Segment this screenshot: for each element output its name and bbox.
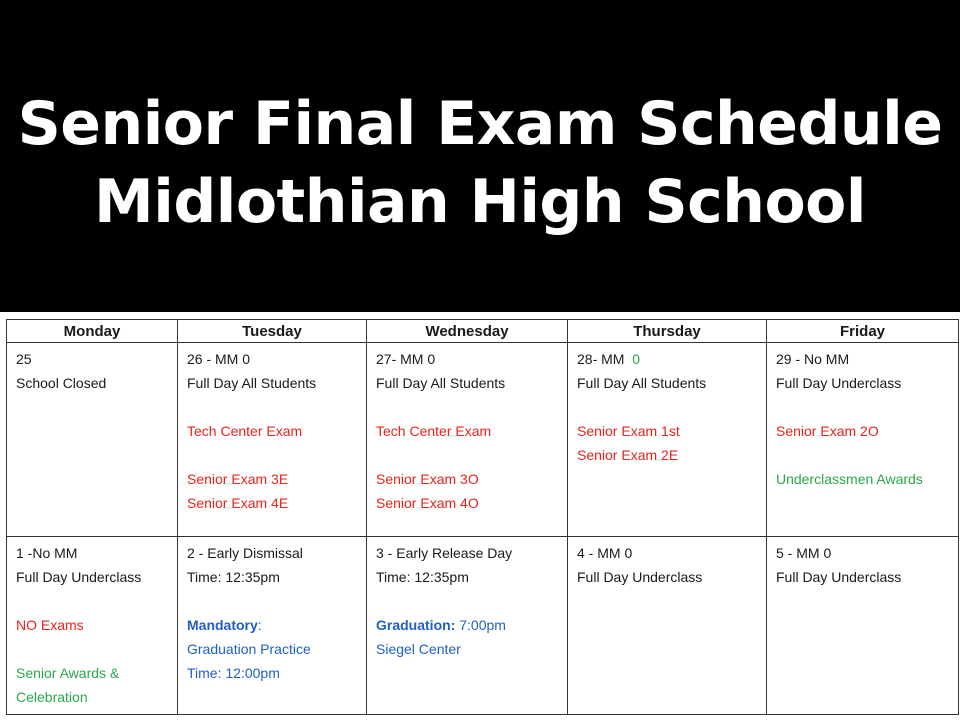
day-status: Full Day Underclass [776, 375, 902, 391]
awards-entry-cont: Celebration [16, 689, 88, 705]
weekday-header-row [7, 320, 959, 343]
week-row-1 [7, 343, 959, 537]
header-tuesday: Tuesday [178, 320, 367, 343]
practice-time: Time: 12:00pm [187, 665, 280, 681]
mandatory-colon: : [257, 617, 262, 633]
mandatory-word: Mandatory [187, 617, 258, 633]
date-prefix: 28- MM [577, 351, 625, 367]
day-cell-25 [7, 343, 178, 537]
no-exams-notice: NO Exams [16, 617, 84, 633]
header-thursday: Thursday [568, 320, 767, 343]
day-status: Full Day Underclass [776, 569, 902, 585]
dismissal-time: Time: 12:35pm [187, 569, 280, 585]
day-cell-3 [367, 537, 568, 715]
day-cell-27 [367, 343, 568, 537]
awards-entry: Underclassmen Awards [776, 471, 923, 487]
mandatory-label [187, 613, 358, 637]
exam-entry: Tech Center Exam [376, 423, 492, 439]
exam-entry: Senior Exam 3E [187, 471, 289, 487]
header-monday: Monday [7, 320, 178, 343]
graduation-time: 7:00pm [455, 617, 506, 633]
exam-entry: Senior Exam 4O [376, 495, 479, 511]
day-date: 26 - MM 0 [187, 351, 251, 367]
day-date: 5 - MM 0 [776, 545, 832, 561]
day-cell-1 [7, 537, 178, 715]
header-friday: Friday [767, 320, 959, 343]
day-date: 4 - MM 0 [577, 545, 633, 561]
day-status: School Closed [16, 375, 107, 391]
exam-entry: Tech Center Exam [187, 423, 303, 439]
day-status: Full Day Underclass [577, 569, 703, 585]
day-cell-29 [767, 343, 959, 537]
day-cell-2 [178, 537, 367, 715]
school-name: Midlothian High School [94, 167, 866, 237]
awards-entry: Senior Awards & [16, 665, 120, 681]
day-status: Full Day All Students [376, 375, 506, 391]
day-cell-26 [178, 343, 367, 537]
exam-entry: Senior Exam 2E [577, 447, 679, 463]
day-date: 3 - Early Release Day [376, 545, 513, 561]
exam-entry: Senior Exam 1st [577, 423, 680, 439]
exam-entry: Senior Exam 4E [187, 495, 289, 511]
schedule-sheet [0, 312, 960, 720]
graduation-entry [376, 613, 559, 637]
day-cell-4 [568, 537, 767, 715]
day-date: 27- MM 0 [376, 351, 436, 367]
header-wednesday: Wednesday [367, 320, 568, 343]
release-time: Time: 12:35pm [376, 569, 469, 585]
exam-calendar-table [6, 319, 959, 715]
day-status: Full Day All Students [577, 375, 707, 391]
title-banner [0, 0, 960, 312]
exam-entry: Senior Exam 2O [776, 423, 879, 439]
day-date: 1 -No MM [16, 545, 78, 561]
page-title: Senior Final Exam Schedule [17, 89, 943, 159]
graduation-venue: Siegel Center [376, 641, 461, 657]
day-date: 29 - No MM [776, 351, 850, 367]
day-cell-28 [568, 343, 767, 537]
practice-entry: Graduation Practice [187, 641, 311, 657]
day-status: Full Day All Students [187, 375, 317, 391]
day-date [577, 347, 758, 371]
mm-value: 0 [632, 351, 641, 367]
day-date: 2 - Early Dismissal [187, 545, 303, 561]
week-row-2 [7, 537, 959, 715]
graduation-label: Graduation: [376, 617, 456, 633]
day-date: 25 [16, 351, 32, 367]
day-cell-5 [767, 537, 959, 715]
day-status: Full Day Underclass [16, 569, 142, 585]
exam-entry: Senior Exam 3O [376, 471, 479, 487]
